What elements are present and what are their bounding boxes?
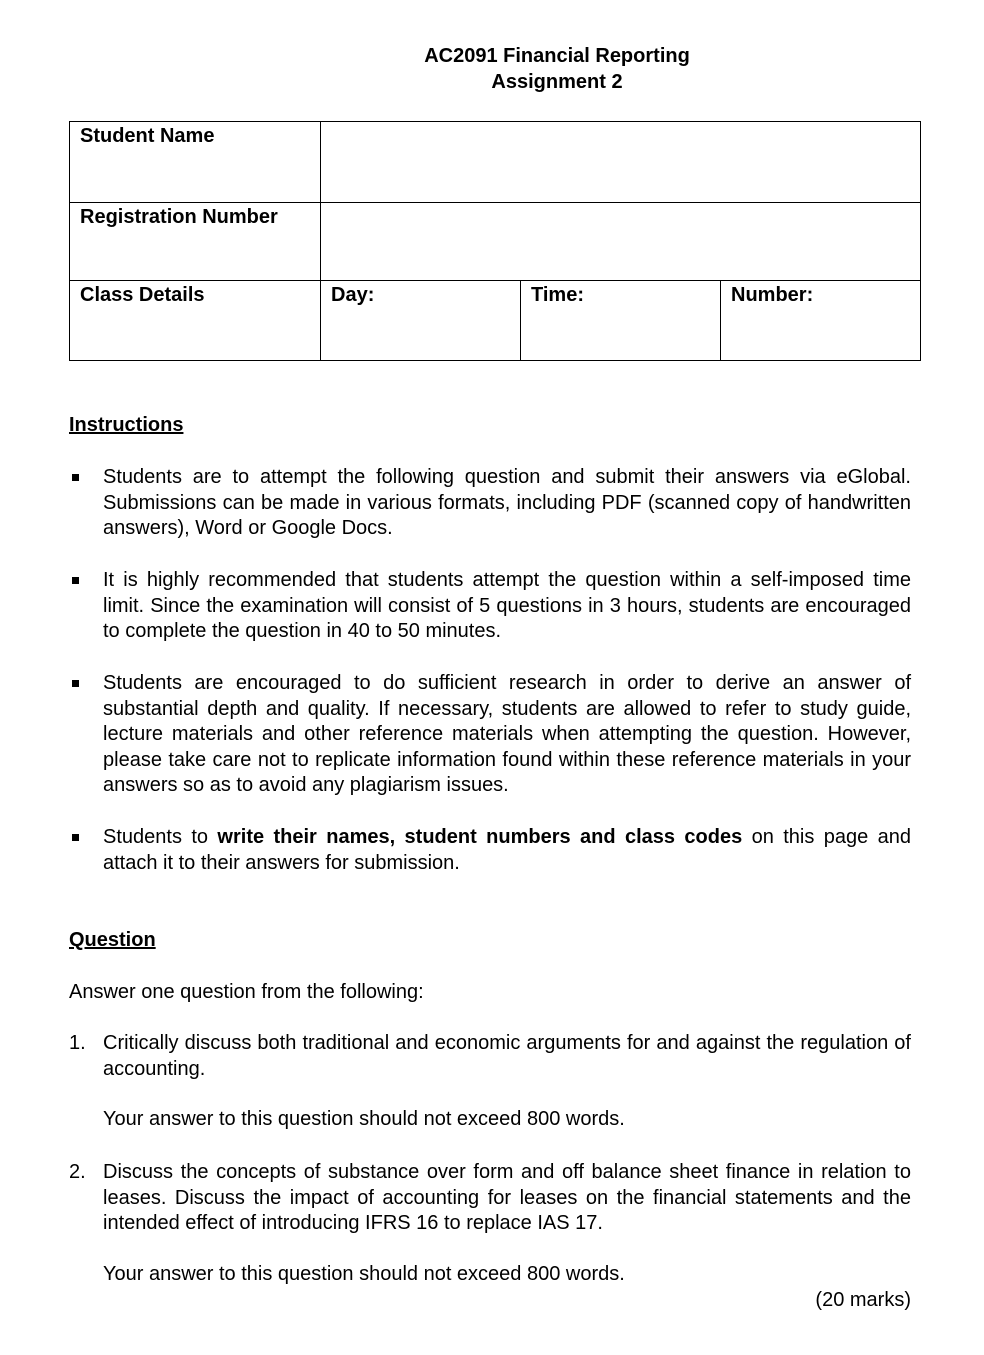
word-limit: Your answer to this question should not exceed 800 words. — [103, 1262, 625, 1285]
instruction-item: It is highly recommended that students attempt the question within a self-imposed time limit. Since the examination will consist of 5 questions in 3 hours, students are encouraged to complete the question in 40 to 50 minutes. — [69, 568, 911, 645]
question-heading: Question — [69, 929, 156, 951]
bullet-icon — [69, 825, 103, 841]
instructions-heading: Instructions — [69, 414, 184, 436]
student-name-field[interactable] — [321, 122, 921, 203]
question-item: 1. Critically discuss both traditional and economic arguments for and against the regulation of accounting. Your answer to this question should not exceed 800 words. — [69, 1031, 911, 1133]
question-item: 2. Discuss the concepts of substance over form and off balance sheet finance in relation to leases. Discuss the impact of accounting for leases on the financial statements and the intended effect of introducing IFRS 16 to replace IAS 17. Your answer to this question should not exceed 800 words. — [69, 1160, 911, 1287]
student-details-table — [69, 121, 921, 361]
registration-number-field[interactable] — [321, 203, 921, 281]
registration-number-label: Registration Number — [70, 203, 321, 281]
student-name-label: Student Name — [70, 122, 321, 203]
class-details-label: Class Details — [70, 281, 321, 361]
document-subtitle: Assignment 2 — [491, 71, 623, 93]
bullet-icon — [69, 568, 103, 584]
instruction-item: Students are encouraged to do sufficient research in order to derive an answer of substantial depth and quality. If necessary, students are allowed to refer to study guide, lecture materials and other reference materials when attempting the question. However, please take care not to replicate information found within these reference materials in your answers so as to avoid any plagiarism issues. — [69, 671, 911, 799]
bullet-icon — [69, 465, 103, 481]
marks: (20 marks) — [815, 1289, 911, 1311]
question-intro: Answer one question from the following: — [69, 981, 424, 1003]
number-field[interactable]: Number: — [721, 281, 921, 361]
bullet-icon — [69, 671, 103, 687]
instruction-item: Students to write their names, student numbers and class codes on this page and attach it to their answers for submission. — [69, 825, 911, 876]
time-field[interactable]: Time: — [521, 281, 721, 361]
word-limit: Your answer to this question should not exceed 800 words. — [103, 1108, 625, 1130]
instruction-item: Students are to attempt the following question and submit their answers via eGlobal. Submissions can be made in various formats, including PDF (scanned copy of handwritten answers), Word or Google Docs. — [69, 465, 911, 542]
document-title: AC2091 Financial Reporting — [424, 45, 690, 67]
day-field[interactable]: Day: — [321, 281, 521, 361]
